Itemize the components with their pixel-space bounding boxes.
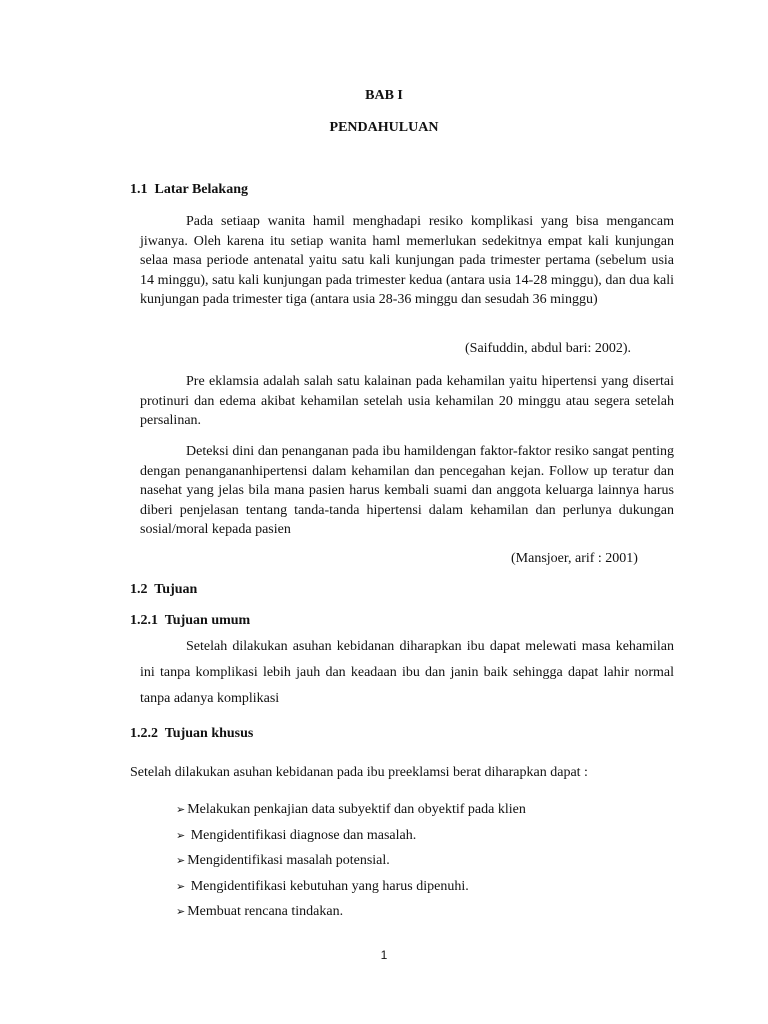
list-item-text: Melakukan penkajian data subyektif dan obyektif pada klien xyxy=(187,802,526,817)
arrow-bullet-icon: ➢ xyxy=(176,879,186,893)
list-item-text: Membuat rencana tindakan. xyxy=(187,904,344,919)
list-item-text: Mengidentifikasi masalah potensial. xyxy=(187,853,390,868)
chapter-title: BAB I xyxy=(365,88,403,103)
citation-saifuddin: (Saifuddin, abdul bari: 2002). xyxy=(465,341,632,356)
tujuan-khusus-list xyxy=(176,800,526,928)
list-item xyxy=(176,902,526,928)
citation-mansjoer: (Mansjoer, arif : 2001) xyxy=(511,551,638,566)
list-item-text: Mengidentifikasi diagnose dan masalah. xyxy=(187,827,417,843)
arrow-bullet-icon: ➢ xyxy=(176,854,186,867)
paragraph-latar-belakang-2: Pre eklamsia adalah salah satu kalainan pada kehamilan yaitu hipertensi yang disertai protinuri dan edema akibat kehamilan setelah usia kehamilan 20 minggu atau segera setelah persalinan. xyxy=(140,374,674,428)
arrow-bullet-icon: ➢ xyxy=(176,803,186,816)
page-number: 1 xyxy=(380,948,388,962)
list-item xyxy=(176,877,526,903)
paragraph-latar-belakang-1: Pada setiaap wanita hamil menghadapi resiko komplikasi yang bisa mengancam jiwanya. Oleh karena itu setiap wanita haml memerlukan sedekitnya empat kali kunjungan selaa masa periode antenatal yaitu satu kali kunjungan pada trimester pertama (sebelum usia 14 minggu), satu kali kunjungan pada trimester kedua (antara usia 14-28 minggu), dan dua kali kunjungan pada trimester tiga (antara usia 28-36 minggu dan sesudah 36 minggu) xyxy=(140,214,674,307)
section-heading-latar-belakang: 1.1 Latar Belakang xyxy=(130,182,248,197)
arrow-bullet-icon: ➢ xyxy=(176,828,186,842)
subsection-heading-tujuan-umum: 1.2.1 Tujuan umum xyxy=(130,613,251,628)
subsection-heading-tujuan-khusus: 1.2.2 Tujuan khusus xyxy=(130,726,254,741)
section-heading-tujuan: 1.2 Tujuan xyxy=(130,582,198,597)
arrow-bullet-icon: ➢ xyxy=(176,905,186,918)
tujuan-khusus-intro: Setelah dilakukan asuhan kebidanan pada ibu preeklamsi berat diharapkan dapat : xyxy=(130,765,588,780)
list-item xyxy=(176,851,526,877)
list-item xyxy=(176,800,526,826)
list-item-text: Mengidentifikasi kebutuhan yang harus dipenuhi. xyxy=(187,878,469,894)
chapter-subtitle: PENDAHULUAN xyxy=(329,120,439,135)
paragraph-tujuan-umum: Setelah dilakukan asuhan kebidanan diharapkan ibu dapat melewati masa kehamilan ini tanpa komplikasi lebih jauh dan keadaan ibu dan janin baik sehingga dapat lahir normal tanpa adanya komplikasi xyxy=(140,639,674,706)
list-item xyxy=(176,826,526,852)
paragraph-latar-belakang-3: Deteksi dini dan penanganan pada ibu hamildengan faktor-faktor resiko sangat penting dengan penangananhipertensi dalam kehamilan dan pencegahan kejan. Follow up teratur dan nasehat yang jelas bila mana pasien harus kembali suami dan anggota keluarga lainnya harus diberi penjelasan tentang tanda-tanda hipertensi dalam kehamilan dan perlunya dukungan sosial/moral kepada pasien xyxy=(140,444,674,537)
